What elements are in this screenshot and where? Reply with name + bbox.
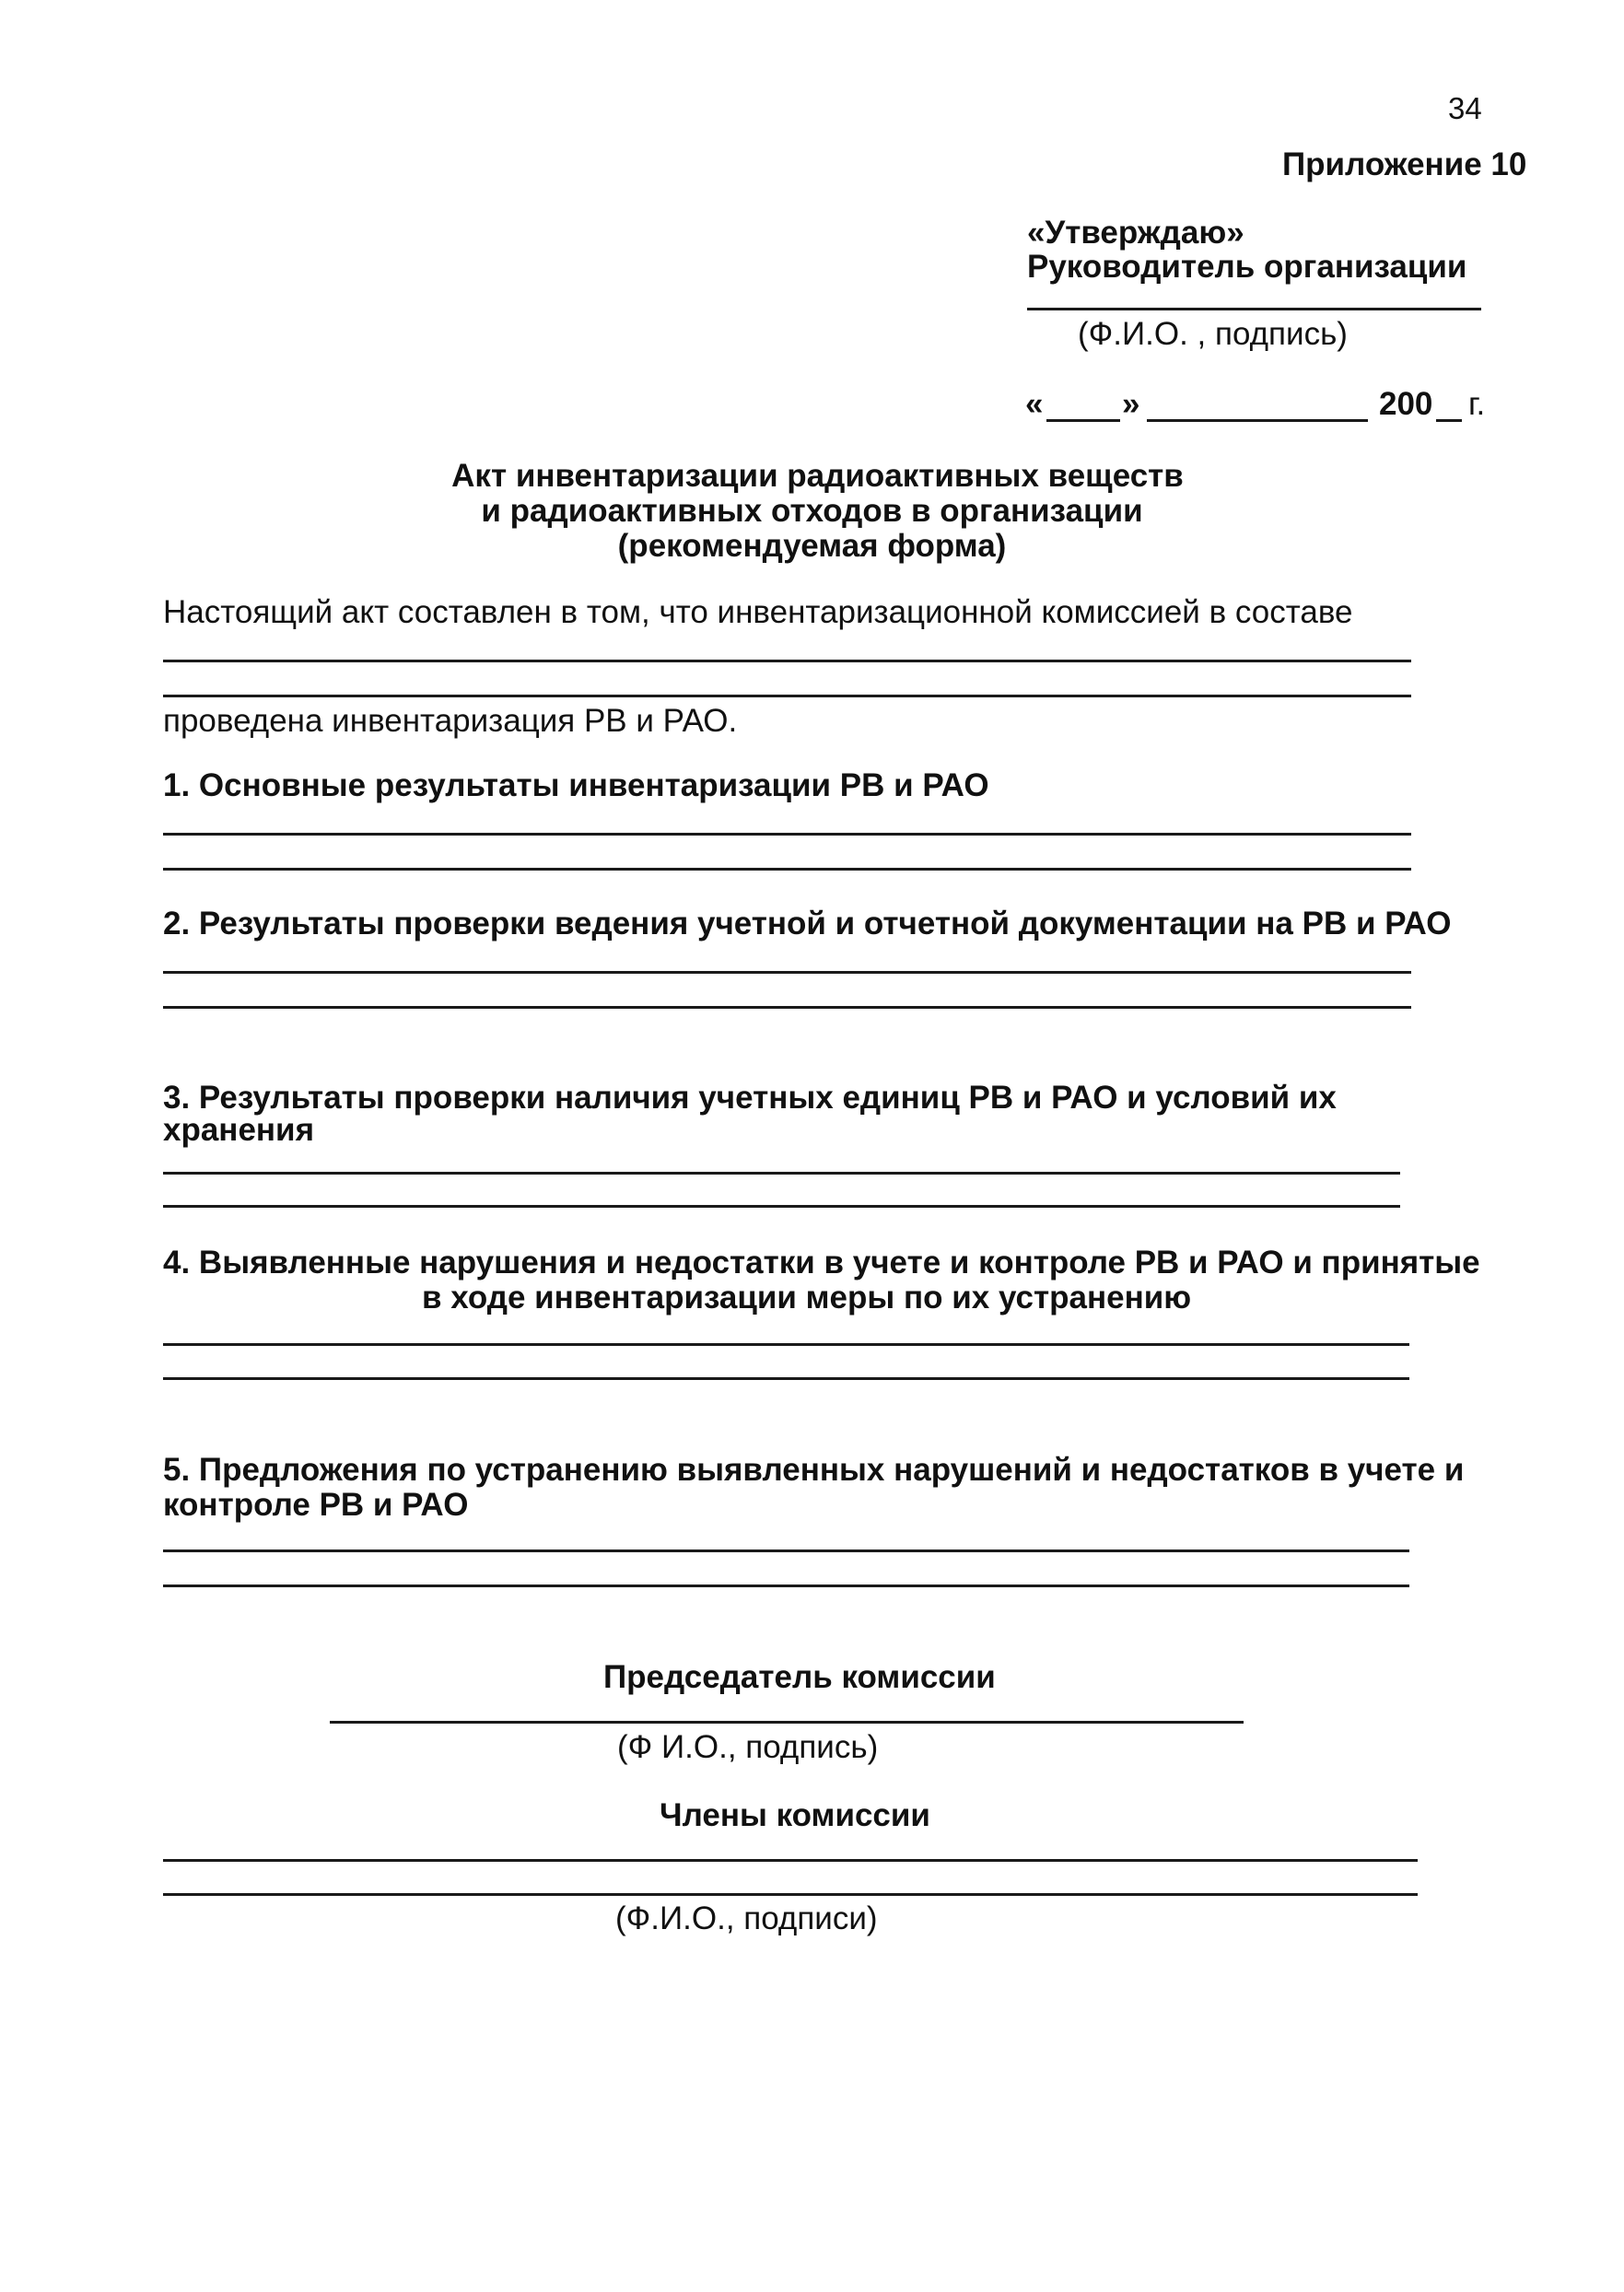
section-5-heading-line2: контроле РВ и РАО (163, 1487, 469, 1523)
section-3-blank-line-2 (163, 1205, 1400, 1208)
date-year-blank (1436, 419, 1462, 422)
section-3-heading-line2: хранения (163, 1112, 314, 1148)
date-day-blank (1046, 419, 1120, 422)
date-month-blank (1147, 419, 1368, 422)
date-quote-close: » (1122, 386, 1140, 422)
chairman-signature-caption: (Ф И.О., подпись) (617, 1729, 879, 1765)
doc-title-line3: (рекомендуемая форма) (617, 528, 1007, 564)
intro-blank-line-1 (163, 660, 1411, 662)
intro-after-text: проведена инвентаризация РВ и РАО. (163, 703, 738, 739)
date-year: 200 (1379, 386, 1433, 422)
appendix-label: Приложение 10 (1282, 146, 1527, 182)
doc-title-line2: и радиоактивных отходов в организации (481, 493, 1143, 529)
members-signature-line-1 (163, 1859, 1418, 1862)
section-1-heading: 1. Основные результаты инвентаризации РВ и РАО (163, 767, 989, 803)
doc-title-line1: Акт инвентаризации радиоактивных веществ (451, 458, 1184, 494)
members-label: Члены комиссии (660, 1797, 930, 1833)
section-3-heading-line1: 3. Результаты проверки наличия учетных единиц РВ и РАО и условий их (163, 1080, 1337, 1116)
members-signature-caption: (Ф.И.О., подписи) (615, 1900, 878, 1936)
section-2-blank-line-2 (163, 1006, 1411, 1009)
section-2-blank-line-1 (163, 971, 1411, 974)
section-5-heading-line1: 5. Предложения по устранению выявленных нарушений и недостатков в учете и (163, 1452, 1465, 1488)
section-1-blank-line-1 (163, 833, 1411, 836)
section-4-blank-line-1 (163, 1343, 1409, 1346)
intro-blank-line-2 (163, 695, 1411, 697)
date-quote-open: « (1025, 386, 1044, 422)
section-1-blank-line-2 (163, 868, 1411, 871)
approval-heading: «Утверждаю» (1027, 215, 1244, 251)
section-3-blank-line-1 (163, 1172, 1400, 1175)
chairman-label: Председатель комиссии (603, 1659, 996, 1695)
section-4-heading-line1: 4. Выявленные нарушения и недостатки в учете и контроле РВ и РАО и принятые (163, 1245, 1480, 1280)
approval-head-title: Руководитель организации (1027, 249, 1467, 285)
section-4-heading-line2: в ходе инвентаризации меры по их устранению (422, 1280, 1192, 1316)
intro-text: Настоящий акт составлен в том, что инвентаризационной комиссией в составе (163, 594, 1353, 630)
section-5-blank-line-2 (163, 1585, 1409, 1587)
date-year-suffix: г. (1468, 386, 1486, 422)
members-signature-line-2 (163, 1893, 1418, 1896)
section-5-blank-line-1 (163, 1549, 1409, 1552)
approval-signature-line (1027, 308, 1481, 310)
chairman-signature-line (330, 1721, 1244, 1724)
page-number: 34 (1448, 91, 1482, 125)
approval-signature-caption: (Ф.И.О. , подпись) (1078, 316, 1348, 352)
section-4-blank-line-2 (163, 1377, 1409, 1380)
section-2-heading: 2. Результаты проверки ведения учетной и отчетной документации на РВ и РАО (163, 906, 1452, 941)
